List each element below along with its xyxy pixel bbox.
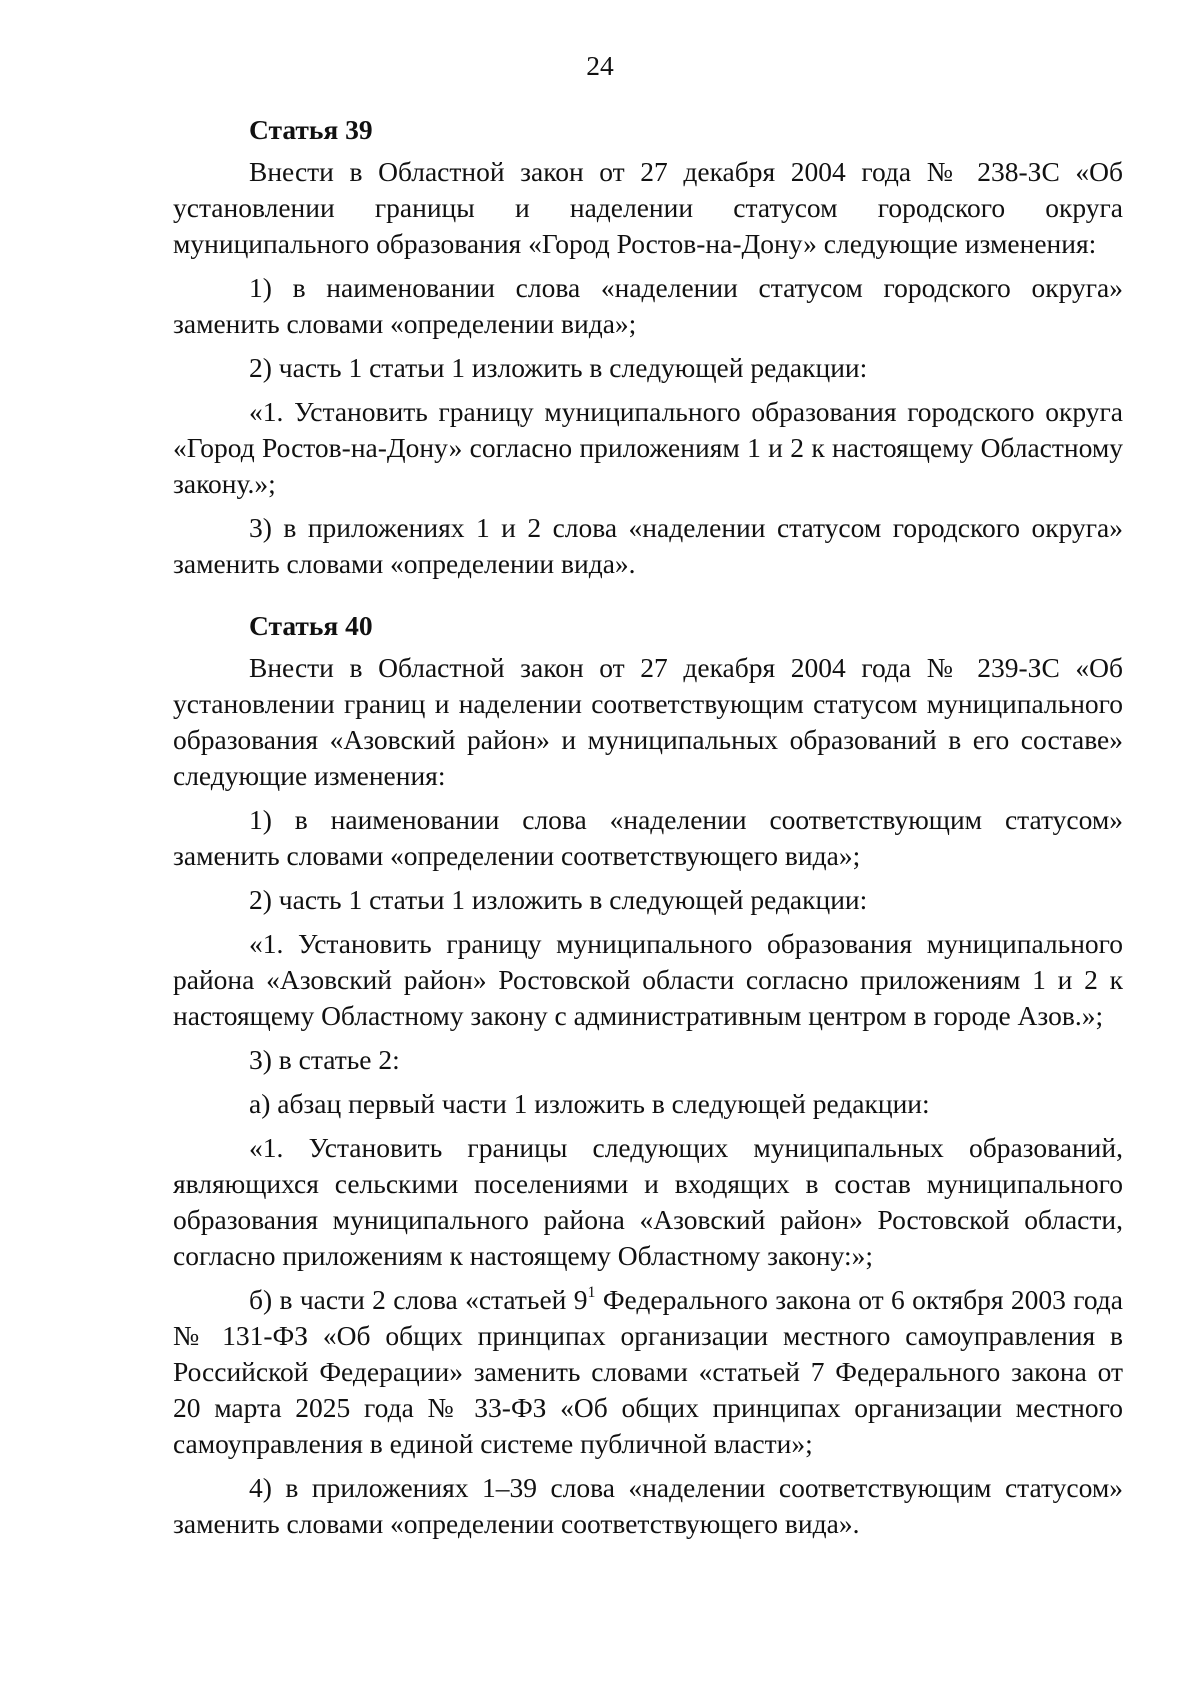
article-40-item-2-text: «1. Установить границу муниципального образования муниципального района «Азовский район» Ростовской области согласно приложениям 1 и 2 к настоящему Областному закону с административным центром в городе Азов.»; (173, 928, 1123, 1031)
article-40-intro: Внести в Областной закон от 27 декабря 2004 года № 239-ЗС «Об установлении границ и наделении соответствующим статусом муниципального образования «Азовский район» и муниципальных образований в его составе» следующие изменения: (173, 652, 1123, 791)
article-39-item-3: 3) в приложениях 1 и 2 слова «наделении статусом городского округа» заменить словами «определении вида». (173, 512, 1123, 579)
article-40-item-3a-text: «1. Установить границы следующих муниципальных образований, являющихся сельскими поселениями и входящих в состав муниципального образования муниципального района «Азовский район» Ростовской области, согласно приложениям к настоящему Областному закону:»; (173, 1132, 1123, 1271)
article-39-item-2-text: «1. Установить границу муниципального образования городского округа «Город Ростов-на-Дону» согласно приложениям 1 и 2 к настоящему Областному закону.»; (173, 396, 1123, 499)
page-number: 24 (586, 50, 614, 81)
document-body (173, 112, 1123, 1550)
article-40 (173, 608, 1123, 1542)
superscript-one: 1 (587, 1283, 596, 1301)
item-3b-text-start: б) в части 2 слова «статьей 9 (249, 1284, 588, 1315)
article-39-item-1: 1) в наименовании слова «наделении статусом городского округа» заменить словами «определении вида»; (173, 272, 1123, 339)
item-3b-text-end: Федерального закона от 6 октября 2003 года № 131-ФЗ «Об общих принципах организации местного самоуправления в Российской Федерации» заменить словами «статьей 7 Федерального закона от 20 марта 2025 года № 33-ФЗ «Об общих принципах организации местного самоуправления в единой системе публичной власти»; (173, 1284, 1124, 1459)
article-40-item-3b (173, 1282, 1123, 1462)
article-40-heading: Статья 40 (249, 610, 373, 641)
article-39-intro: Внести в Областной закон от 27 декабря 2004 года № 238-ЗС «Об установлении границы и наделении статусом городского округа муниципального образования «Город Ростов-на-Дону» следующие изменения: (173, 156, 1123, 259)
article-40-item-4: 4) в приложениях 1–39 слова «наделении соответствующим статусом» заменить словами «определении соответствующего вида». (173, 1472, 1123, 1539)
article-39 (173, 112, 1123, 582)
article-39-item-2: 2) часть 1 статьи 1 изложить в следующей редакции: (249, 352, 868, 383)
article-40-item-1: 1) в наименовании слова «наделении соответствующим статусом» заменить словами «определении соответствующего вида»; (173, 804, 1123, 871)
article-40-item-3a: а) абзац первый части 1 изложить в следующей редакции: (249, 1088, 930, 1119)
article-39-heading: Статья 39 (249, 114, 373, 145)
article-40-item-3: 3) в статье 2: (249, 1044, 400, 1075)
article-40-item-2: 2) часть 1 статьи 1 изложить в следующей редакции: (249, 884, 868, 915)
